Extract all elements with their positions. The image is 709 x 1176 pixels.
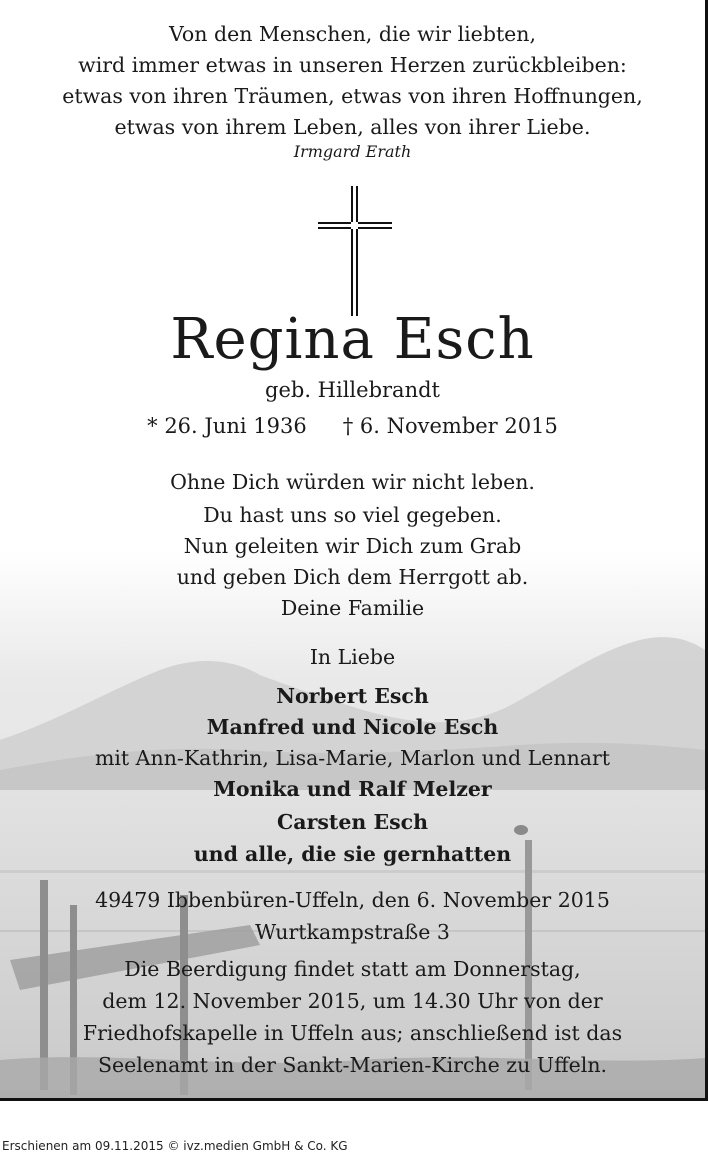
life-dates xyxy=(0,414,705,438)
mourner-line: und alle, die sie gernhatten xyxy=(193,842,512,866)
mourner-line: Norbert Esch xyxy=(276,684,429,708)
maiden-name: geb. Hillebrandt xyxy=(265,378,440,402)
poem-signature: Deine Familie xyxy=(280,596,425,620)
street-address: Wurtkampstraße 3 xyxy=(255,920,450,944)
motto-line: Von den Menschen, die wir liebten, xyxy=(168,22,537,46)
motto-author: Irmgard Erath xyxy=(293,142,412,161)
motto-line: etwas von ihrem Leben, alles von ihrer Liebe. xyxy=(114,115,591,139)
funeral-line: Friedhofskapelle in Uffeln aus; anschließend ist das xyxy=(82,1021,623,1045)
cross-icon xyxy=(318,186,392,316)
mourners-intro: In Liebe xyxy=(309,645,396,669)
poem-line: und geben Dich dem Herrgott ab. xyxy=(176,565,529,589)
poem-line: Du hast uns so viel gegeben. xyxy=(203,503,502,527)
funeral-line: dem 12. November 2015, um 14.30 Uhr von der xyxy=(102,989,603,1013)
poem-line: Nun geleiten wir Dich zum Grab xyxy=(183,534,522,558)
poem-line: Ohne Dich würden wir nicht leben. xyxy=(170,470,535,494)
birth-date: * 26. Juni 1936 xyxy=(147,414,307,438)
deceased-name: Regina Esch xyxy=(170,307,535,372)
motto-line: etwas von ihren Träumen, etwas von ihren Hoffnungen, xyxy=(62,84,643,108)
motto-line: wird immer etwas in unseren Herzen zurückbleiben: xyxy=(78,53,627,77)
death-date: † 6. November 2015 xyxy=(342,414,558,438)
funeral-line: Die Beerdigung findet statt am Donnerstag, xyxy=(124,957,581,981)
funeral-line: Seelenamt in der Sankt-Marien-Kirche zu Uffeln. xyxy=(97,1053,608,1077)
mourner-line: mit Ann-Kathrin, Lisa-Marie, Marlon und Lennart xyxy=(94,746,611,770)
publication-footer: Erschienen am 09.11.2015 © ivz.medien GmbH & Co. KG xyxy=(2,1139,348,1153)
place-date: 49479 Ibbenbüren-Uffeln, den 6. November 2015 xyxy=(95,888,610,912)
mourner-line: Carsten Esch xyxy=(276,810,429,834)
mourner-line: Monika und Ralf Melzer xyxy=(213,777,492,801)
mourner-line: Manfred und Nicole Esch xyxy=(206,715,499,739)
